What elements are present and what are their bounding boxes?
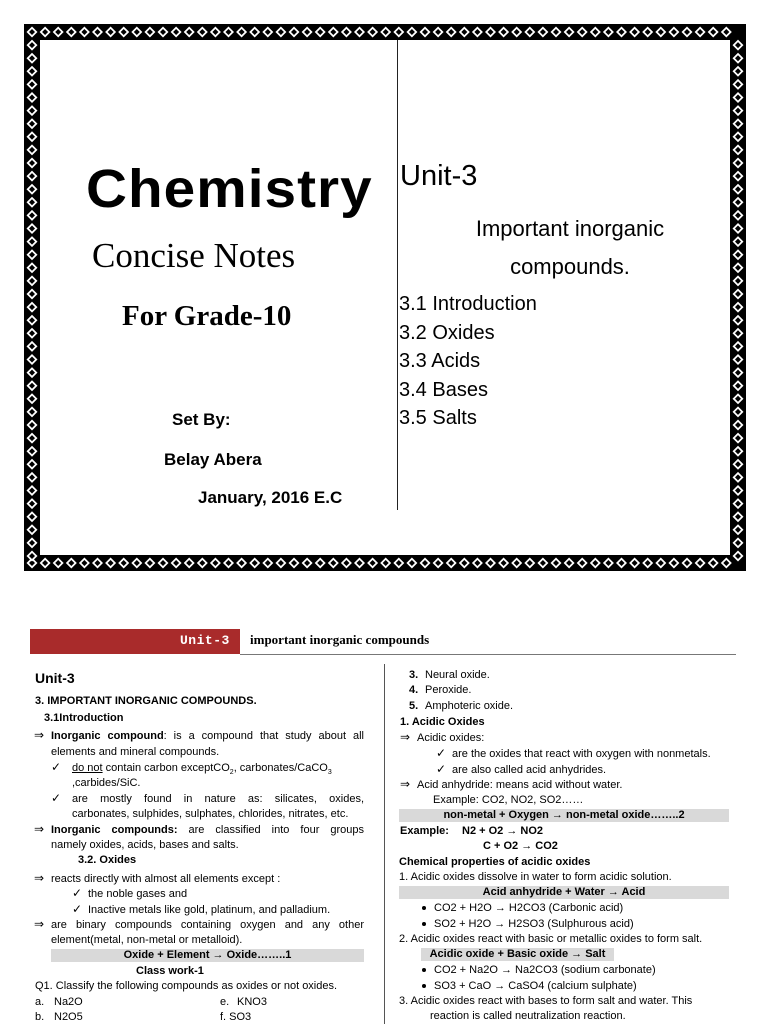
implies-icon: ⇒ — [34, 822, 45, 836]
implies-icon: ⇒ — [34, 728, 45, 742]
bullet-item: SO2 + H2O → H2SO3 (Sulphurous acid) — [434, 918, 634, 930]
list-item: Peroxide. — [425, 684, 472, 696]
check-icon: ✓ — [436, 746, 447, 760]
acidic-oxides-heading: 1. Acidic Oxides — [400, 716, 485, 728]
cover-divider — [397, 40, 398, 510]
equation-box: Acidic oxide + Basic oxide → Salt — [421, 948, 614, 961]
definition-line2: elements and mineral compounds. — [51, 746, 220, 758]
example-equation: N2 + O2 → NO2 — [462, 825, 544, 837]
header-unit-tag: Unit-3 — [180, 633, 230, 648]
property-line: 2. Acidic oxides react with basic or metallic oxides to form salt. — [399, 933, 703, 945]
list-number: 4. — [409, 684, 419, 696]
text-line2: element(metal, non-metal or metalloid). — [51, 934, 243, 946]
bullet-icon — [422, 922, 426, 926]
bullet-icon — [422, 906, 426, 910]
bullet-icon — [422, 984, 426, 988]
bullet-item: CO2 + H2O → H2CO3 (Carbonic acid) — [434, 902, 624, 914]
answer-option: N2O5 — [54, 1011, 83, 1023]
implies-icon: ⇒ — [400, 777, 411, 791]
column-divider — [384, 664, 385, 1024]
check-item: the noble gases and — [88, 888, 188, 900]
book-grade: For Grade-10 — [122, 300, 292, 332]
list-item: Neural oxide. — [425, 669, 490, 681]
header-title: important inorganic compounds — [250, 632, 430, 647]
cover-page — [24, 24, 746, 571]
check-icon: ✓ — [51, 760, 62, 774]
example-equation: C + O2 → CO2 — [483, 840, 558, 852]
list-number: 3. — [409, 669, 419, 681]
bullet-item: CO2 + Na2O → Na2CO3 (sodium carbonate) — [434, 964, 656, 976]
section-heading: 3. IMPORTANT INORGANIC COMPOUNDS. — [35, 695, 257, 707]
check-icon: ✓ — [72, 902, 83, 916]
cover-content — [40, 40, 730, 555]
toc-item: 3.1 Introduction — [399, 293, 537, 315]
answer-label: a. — [35, 996, 45, 1008]
header-rule — [240, 654, 736, 655]
check-item: are also called acid anhydrides. — [452, 764, 607, 776]
question-line: Q1. Classify the following compounds as oxides or not oxides. — [35, 980, 338, 992]
answer-label: b. — [35, 1011, 45, 1023]
equation-box: Oxide + Element → Oxide……..1 — [51, 949, 364, 962]
classification-line2: namely oxides, acids, bases and salts. — [51, 839, 239, 851]
check-icon: ✓ — [51, 791, 62, 805]
implies-icon: ⇒ — [400, 730, 411, 744]
text-line: are binary compounds containing oxygen and any other — [51, 919, 364, 931]
check-icon: ✓ — [436, 762, 447, 776]
classification-line: Inorganic compounds: are classified into four groups — [51, 824, 364, 836]
book-title: Chemistry — [86, 159, 373, 219]
toc-item: 3.4 Bases — [399, 378, 488, 401]
equation-box: Acid anhydride + Water → Acid — [399, 886, 729, 899]
check-item-line2: ,carbides/SiC. — [72, 777, 141, 789]
check-item: do not contain carbon exceptCO$_2$, carbonates/CaCO$_3$ — [72, 762, 332, 777]
list-item: Amphoteric oxide. — [425, 700, 514, 712]
property-line: 1. Acidic oxides dissolve in water to form acidic solution. — [399, 871, 672, 883]
implies-icon: ⇒ — [34, 917, 45, 931]
check-item: Inactive metals like gold, platinum, and palladium. — [88, 904, 331, 916]
property-line2: reaction is called neutralization reaction. — [430, 1010, 626, 1022]
example-label: Example: — [400, 825, 449, 837]
text-line: reacts directly with almost all elements except : — [51, 873, 281, 885]
bullet-item: SO3 + CaO → CaSO4 (calcium sulphate) — [434, 980, 637, 992]
bullet-icon — [422, 968, 426, 972]
unit-heading: Unit-3 — [35, 670, 75, 686]
unit-title-line1: Important inorganic — [475, 216, 665, 241]
intro-heading: 3.1Introduction — [44, 712, 124, 724]
implies-icon: ⇒ — [34, 871, 45, 885]
property-line: 3. Acidic oxides react with bases to form salt and water. This — [399, 995, 693, 1007]
text-line: Acidic oxides: — [417, 732, 485, 744]
check-item: are mostly found in nature as: silicates, oxides, — [72, 793, 364, 805]
check-item-line2: carbonates, sulphides, sulphates, chlorides, nitrates, etc. — [72, 808, 349, 820]
book-subtitle: Concise Notes — [92, 236, 296, 275]
definition-line: Inorganic compound: is a compound that study about all — [51, 730, 364, 742]
toc-item: 3.5 Salts — [399, 407, 477, 430]
check-item: are the oxides that react with oxygen with nonmetals. — [452, 748, 711, 760]
equation-box: non-metal + Oxygen → non-metal oxide……..2 — [399, 809, 729, 822]
answer-option: KNO3 — [237, 996, 267, 1008]
publish-date: January, 2016 E.C — [198, 488, 343, 507]
list-number: 5. — [409, 700, 419, 712]
oxides-heading: 3.2. Oxides — [78, 854, 137, 866]
check-icon: ✓ — [72, 886, 83, 900]
unit-title-line2: compounds. — [510, 254, 630, 279]
example-line: Example: CO2, NO2, SO2…… — [433, 794, 584, 806]
author-name: Belay Abera — [164, 450, 262, 469]
answer-label: e. — [220, 996, 230, 1008]
table-of-contents — [399, 290, 537, 433]
text-line: Acid anhydride: means acid without water. — [417, 779, 623, 791]
unit-label: Unit-3 — [400, 160, 478, 192]
answer-option: Na2O — [54, 996, 83, 1008]
chemical-properties-heading: Chemical properties of acidic oxides — [399, 856, 591, 868]
classwork-heading: Class work-1 — [136, 965, 204, 977]
set-by-label: Set By: — [172, 410, 231, 429]
toc-item: 3.3 Acids — [399, 350, 481, 373]
answer-option: f. SO3 — [220, 1011, 252, 1023]
toc-item: 3.2 Oxides — [399, 321, 495, 344]
